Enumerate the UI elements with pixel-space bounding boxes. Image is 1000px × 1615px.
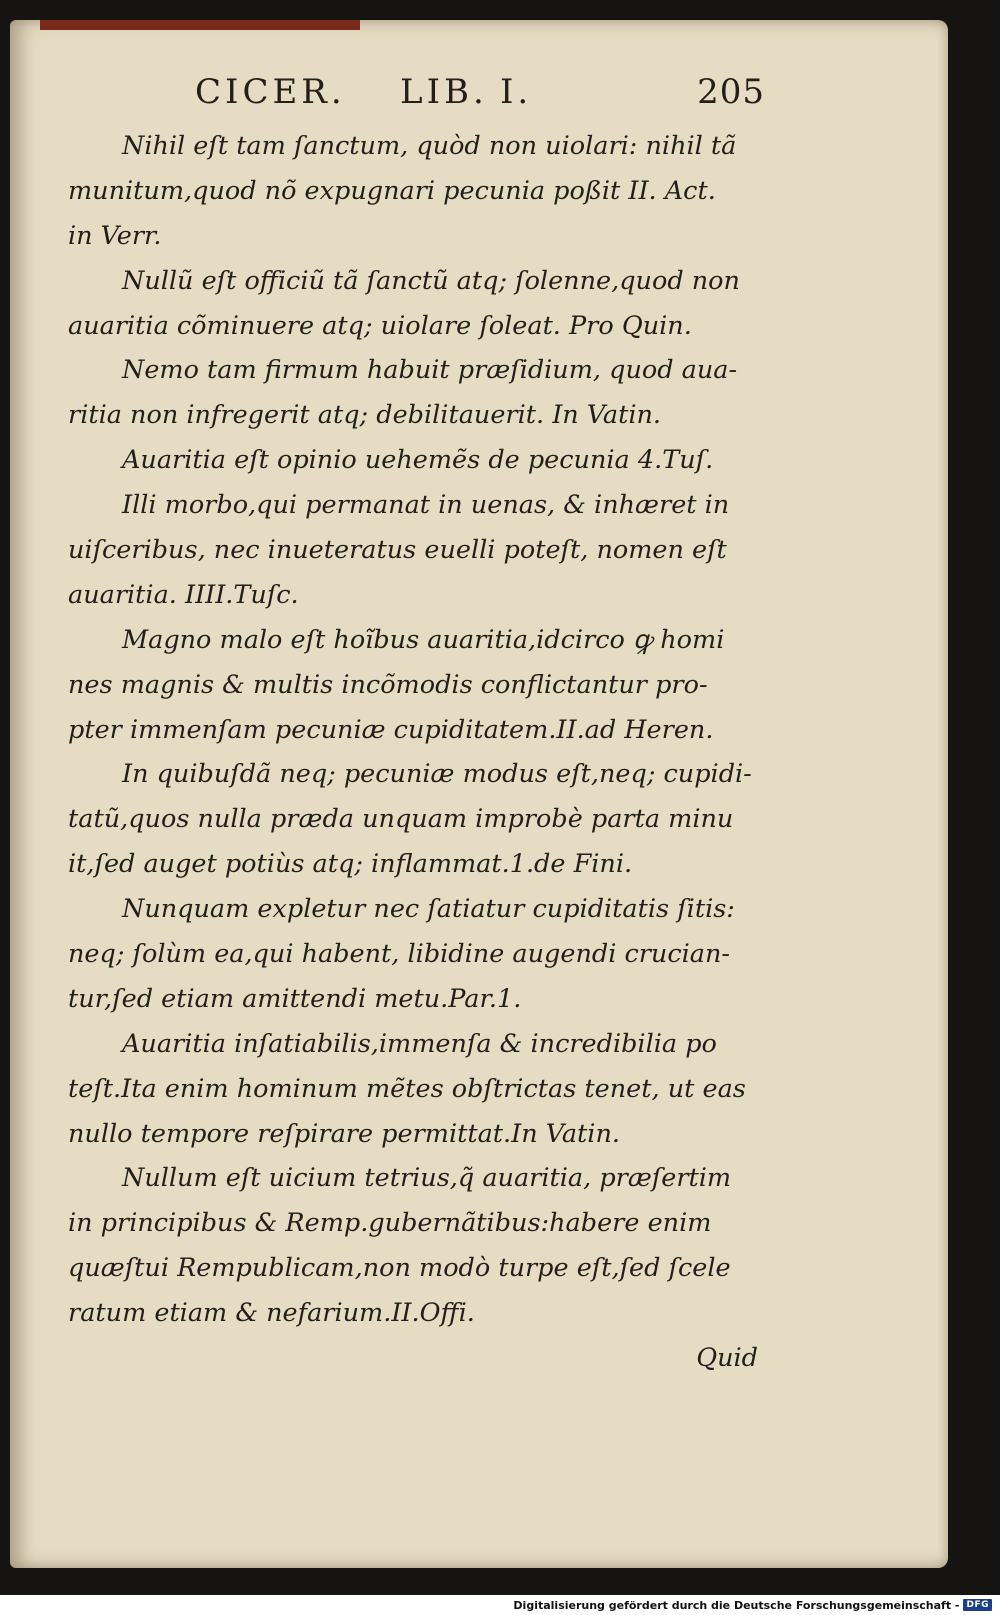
body-text (68, 124, 758, 1381)
text-line: Nunquam expletur nec ſatiatur cupiditatis ſitis: (122, 894, 735, 925)
text-line: uiſceribus, nec inueteratus euelli poteſt, nomen eſt (68, 535, 727, 566)
digitization-credit (513, 1597, 992, 1613)
dfg-logo: DFG (963, 1599, 992, 1611)
text-line: ratum etiam & nefarium.II.Offi. (68, 1298, 475, 1329)
page-number: 205 (697, 72, 765, 112)
text-line: auaritia. IIII.Tuſc. (68, 579, 299, 610)
text-line: tatũ,quos nulla præda unquam improbè parta minu (68, 804, 734, 835)
text-line: Auaritia eſt opinio uehemẽs de pecunia 4.Tuſ. (122, 445, 714, 476)
text-line: tur,ſed etiam amittendi metu.Par.1. (68, 983, 522, 1014)
text-line: Magno malo eſt hoĩbus auaritia,idcirco ꝙ homi (122, 624, 725, 655)
text-line: Nullum eſt uicium tetrius,q̃ auaritia, præſertim (122, 1163, 732, 1194)
header-title: CICER. (195, 72, 346, 112)
running-header (195, 72, 765, 120)
text-line: ritia non infregerit atq; debilitauerit. In Vatin. (68, 400, 662, 431)
text-line: In quibuſdã neq; pecuniæ modus eſt,neq; cupidi- (122, 759, 752, 790)
book-page (10, 20, 948, 1568)
text-line: teſt.Ita enim hominum mẽtes obſtrictas tenet, ut eas (68, 1073, 746, 1104)
credit-text: Digitalisierung gefördert durch die Deutsche Forschungsgemeinschaft - (513, 1598, 960, 1612)
header-book-number: I. (500, 72, 533, 112)
text-line: pter immenſam pecuniæ cupiditatem.II.ad Heren. (68, 714, 714, 745)
text-line: it,ſed auget potiùs atq; inflammat.1.de Fini. (68, 849, 633, 880)
text-line: Illi morbo,qui permanat in uenas, & inhæret in (122, 490, 730, 521)
text-line: Nihil eſt tam ſanctum, quòd non uiolari: nihil tã (122, 131, 737, 161)
header-book: LIB. (400, 72, 488, 112)
catchword: Quid (696, 1343, 758, 1374)
text-line: Nemo tam firmum habuit præſidium, quod aua- (122, 355, 738, 386)
text-line: neq; ſolùm ea,qui habent, libidine augendi crucian- (68, 939, 731, 970)
text-line: Nullũ eſt officiũ tã ſanctũ atq; ſolenne,quod non (122, 265, 740, 296)
text-line: Auaritia inſatiabilis,immenſa & incredibilia po (122, 1028, 717, 1059)
text-line: in principibus & Remp.gubernãtibus:habere enim (68, 1208, 712, 1239)
text-line: munitum,quod nõ expugnari pecunia poßit II. Act. (68, 175, 716, 206)
text-line: nullo tempore reſpirare permittat.In Vatin. (68, 1118, 620, 1149)
text-line: quæſtui Rempublicam,non modò turpe eſt,ſed ſcele (68, 1253, 731, 1284)
text-line: auaritia cõminuere atq; uiolare ſoleat. Pro Quin. (68, 310, 692, 341)
text-line: in Verr. (68, 220, 162, 251)
binding-strip (40, 20, 360, 30)
text-line: nes magnis & multis incõmodis conflictantur pro- (68, 669, 708, 700)
